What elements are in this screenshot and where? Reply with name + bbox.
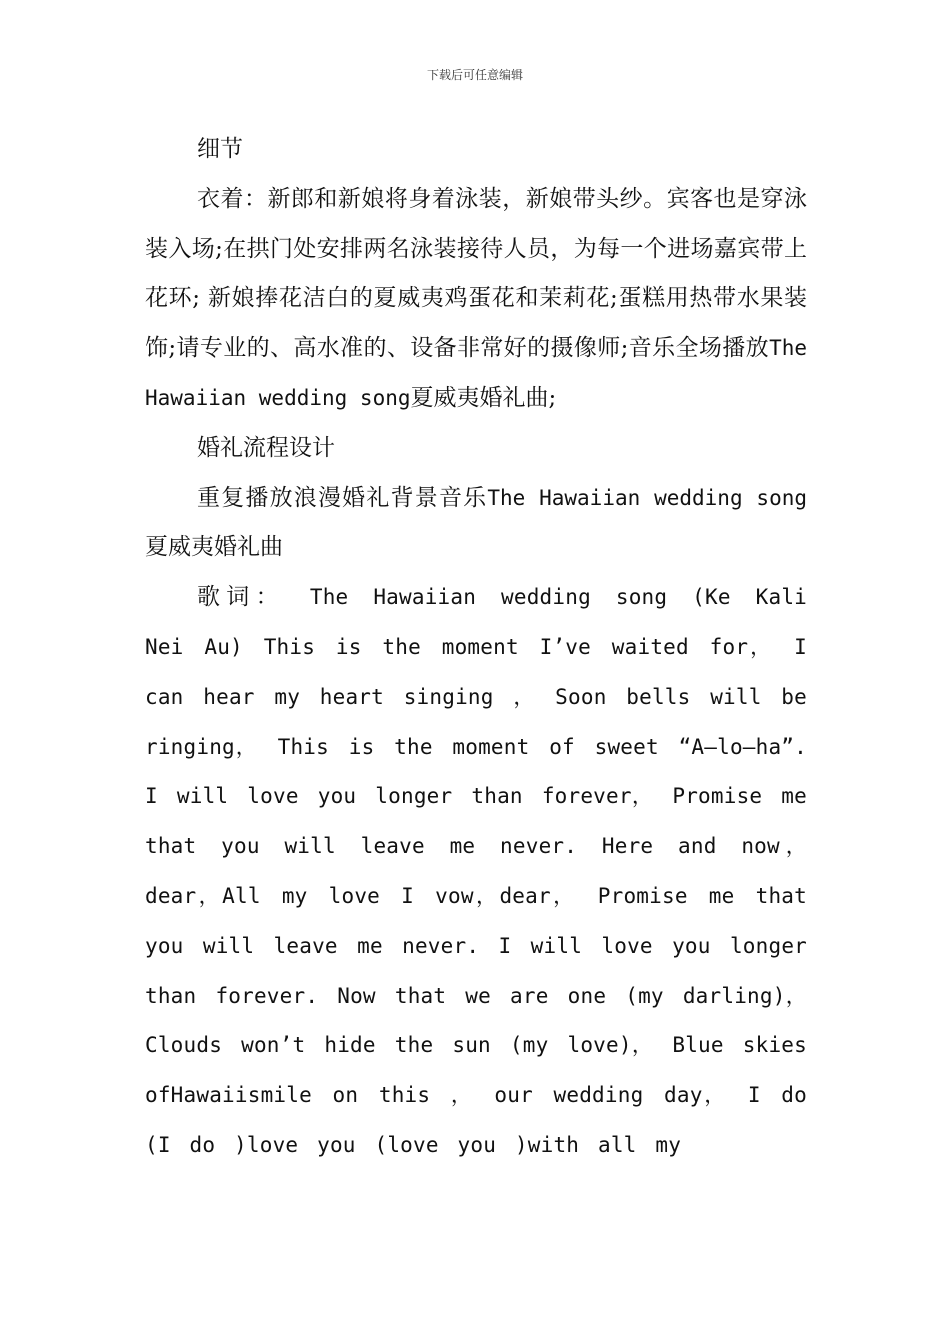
lyrics-label: 歌词： xyxy=(197,584,285,611)
attire-paragraph xyxy=(145,175,807,424)
song-title-chinese: 夏威夷婚礼曲; xyxy=(410,384,557,411)
background-music-text: 重复播放浪漫婚礼背景音乐 xyxy=(197,484,488,511)
section-heading-details: 细节 xyxy=(197,136,243,162)
background-music-paragraph xyxy=(145,474,807,574)
song-title: The Hawaiian wedding song xyxy=(145,336,807,410)
song-title-chinese: 夏威夷婚礼曲 xyxy=(145,534,283,561)
attire-text: 衣着：新郎和新娘将身着泳装，新娘带头纱。宾客也是穿泳装入场;在拱门处安排两名泳装接待人员，为每一个进场嘉宾带上花环; 新娘捧花洁白的夏威夷鸡蛋花和茉莉花;蛋糕用热带水果装饰;请专业的、高水准的、设备非常好的摄像师;音乐全场播放 xyxy=(145,185,807,362)
lyrics-text: The Hawaiian wedding song (Ke Kali Nei Au) This is the moment I’ve waited for， I can hear my heart singing ， Soon bells will be ringing， This is the moment of sweet “A—lo—ha”. I will love you longer than forever， Promise me that you will leave me never. Here and now，dear，All my love I vow，dear， Promise me that you will leave me never. I will love you longer than forever. Now that we are one (my darling)， Clouds won’t hide the sun (my love)， Blue skies ofHawaiismile on this ， our wedding day， I do (I do )love you (love you )with all my xyxy=(145,585,808,1157)
section-heading-flow: 婚礼流程设计 xyxy=(197,434,335,461)
download-note: 下载后可任意编辑 xyxy=(426,68,523,82)
lyrics-paragraph xyxy=(145,573,807,1171)
document-body xyxy=(145,125,807,1171)
song-title: The Hawaiian wedding song xyxy=(487,485,808,510)
